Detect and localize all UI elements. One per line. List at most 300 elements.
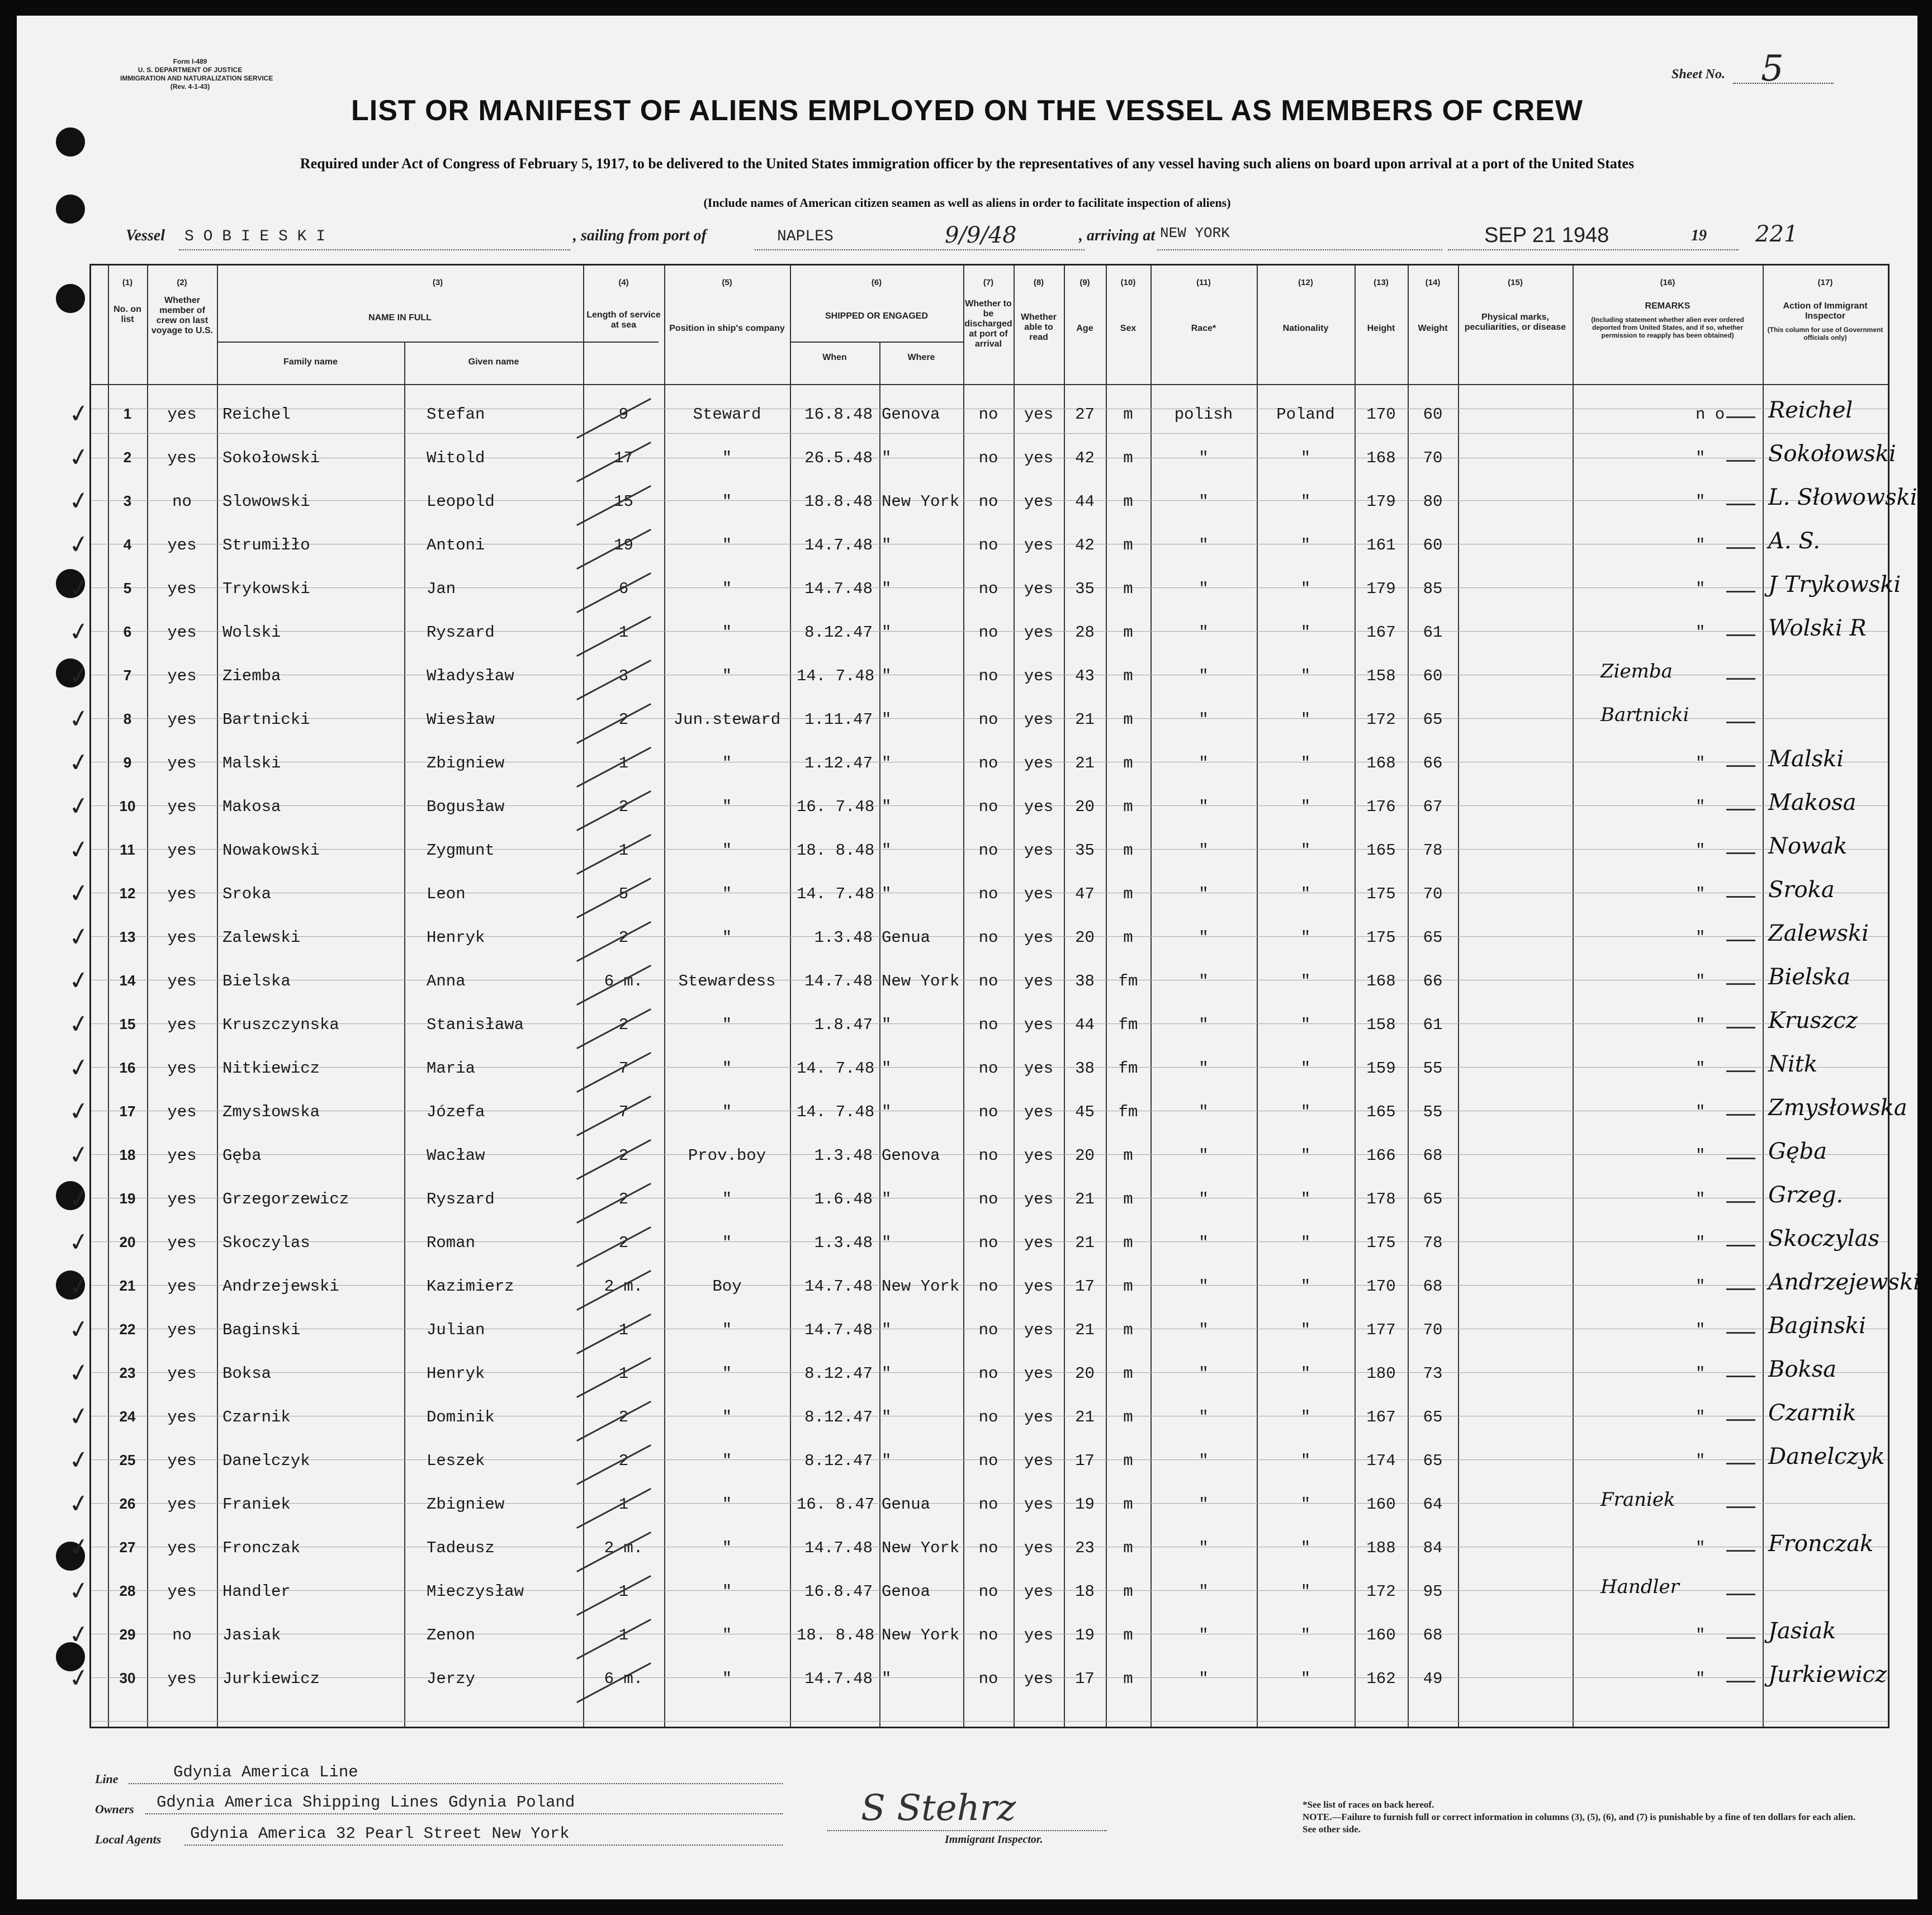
height: 172 bbox=[1366, 1582, 1396, 1601]
given-name: Wiesław bbox=[427, 710, 495, 729]
remarks-dash bbox=[1726, 591, 1755, 592]
height: 177 bbox=[1366, 1321, 1396, 1339]
age: 35 bbox=[1075, 580, 1095, 598]
family-name: Ziemba bbox=[222, 667, 281, 685]
sex: fm bbox=[1118, 1103, 1138, 1121]
owners-label: Owners bbox=[95, 1802, 134, 1816]
able-to-read: yes bbox=[1024, 1408, 1054, 1426]
service-length: 2 bbox=[618, 1408, 629, 1426]
sex: m bbox=[1123, 1146, 1133, 1165]
family-name: Czarnik bbox=[222, 1408, 291, 1426]
weight: 60 bbox=[1423, 536, 1443, 554]
given-name: Władysław bbox=[427, 667, 514, 685]
sex: m bbox=[1123, 1364, 1133, 1383]
race: " bbox=[1199, 1321, 1209, 1339]
position: " bbox=[722, 1539, 732, 1557]
row-number: 29 bbox=[119, 1626, 136, 1643]
engaged-when: 14.7.48 bbox=[804, 1277, 873, 1296]
weight: 80 bbox=[1423, 492, 1443, 511]
service-length: 6 m. bbox=[604, 1670, 643, 1688]
race: " bbox=[1199, 885, 1209, 903]
height: 176 bbox=[1366, 798, 1396, 816]
position: " bbox=[722, 623, 732, 642]
check-mark-icon: ✓ bbox=[66, 1008, 92, 1040]
family-name: Nitkiewicz bbox=[222, 1059, 320, 1078]
sailing-label: , sailing from port of bbox=[573, 227, 707, 244]
inspector-label: Immigrant Inspector. bbox=[945, 1833, 1043, 1846]
engaged-where: " bbox=[882, 1190, 892, 1208]
able-to-read: yes bbox=[1024, 405, 1054, 424]
family-name: Baginski bbox=[222, 1321, 301, 1339]
check-mark-icon: ✓ bbox=[66, 485, 92, 517]
weight: 95 bbox=[1423, 1582, 1443, 1601]
check-mark-icon: ✓ bbox=[66, 660, 92, 691]
discharge-status: no bbox=[978, 1277, 998, 1296]
race: " bbox=[1199, 1277, 1209, 1296]
remarks-dash bbox=[1726, 1114, 1755, 1116]
crew-signature: A. S. bbox=[1768, 528, 1821, 554]
engaged-when: 8.12.47 bbox=[804, 1364, 873, 1383]
remarks-signature: Bartnicki bbox=[1600, 704, 1689, 726]
position: Jun.steward bbox=[673, 710, 781, 729]
engaged-where: " bbox=[882, 1016, 892, 1034]
nationality: " bbox=[1300, 1495, 1311, 1514]
family-name: Gęba bbox=[222, 1146, 262, 1165]
remarks: " bbox=[1696, 1539, 1706, 1557]
engaged-where: New York bbox=[882, 1626, 960, 1644]
given-name: Ryszard bbox=[427, 623, 495, 642]
engaged-where: New York bbox=[882, 492, 960, 511]
age: 21 bbox=[1075, 1321, 1095, 1339]
stamp-number: 221 bbox=[1755, 221, 1798, 247]
position: " bbox=[722, 536, 732, 554]
header-crew-member: Whether member of crew on last voyage to U.S. bbox=[151, 296, 214, 335]
check-mark-icon: ✓ bbox=[66, 1139, 92, 1171]
race: " bbox=[1199, 1234, 1209, 1252]
arrival-port-line bbox=[1157, 249, 1442, 250]
column-number: (13) bbox=[1374, 278, 1389, 287]
sex: m bbox=[1123, 580, 1133, 598]
height: 172 bbox=[1366, 710, 1396, 729]
manifest-page bbox=[17, 16, 1920, 1899]
age: 21 bbox=[1075, 710, 1095, 729]
remarks-dash bbox=[1726, 1637, 1755, 1639]
header-age: Age bbox=[1076, 324, 1093, 333]
position: " bbox=[722, 1364, 732, 1383]
position: " bbox=[722, 1582, 732, 1601]
crew-member-status: yes bbox=[167, 667, 197, 685]
discharge-status: no bbox=[978, 1234, 998, 1252]
column-number: (2) bbox=[177, 278, 187, 287]
sex: m bbox=[1123, 798, 1133, 816]
service-length: 1 bbox=[618, 1364, 629, 1383]
sheet-number: 5 bbox=[1761, 48, 1784, 89]
age: 28 bbox=[1075, 623, 1095, 642]
given-name: Zbigniew bbox=[427, 1495, 505, 1514]
race: polish bbox=[1174, 405, 1233, 424]
family-name: Handler bbox=[222, 1582, 291, 1601]
column-number: (4) bbox=[618, 278, 629, 287]
race: " bbox=[1199, 536, 1209, 554]
crew-signature: Kruszcz bbox=[1768, 1008, 1858, 1034]
engaged-when: 1.3.48 bbox=[814, 1146, 873, 1165]
engaged-when: 16. 8.47 bbox=[797, 1495, 875, 1514]
crew-signature: Nowak bbox=[1768, 833, 1848, 859]
discharge-status: no bbox=[978, 1670, 998, 1688]
crew-member-status: yes bbox=[167, 1016, 197, 1034]
height: 158 bbox=[1366, 667, 1396, 685]
header-no-on-list: No. on list bbox=[113, 305, 141, 324]
check-mark-icon: ✓ bbox=[66, 1488, 92, 1520]
ruled-line bbox=[91, 1721, 1888, 1722]
service-length: 1 bbox=[618, 1626, 629, 1644]
nationality: " bbox=[1300, 841, 1311, 860]
crew-member-status: yes bbox=[167, 928, 197, 947]
engaged-when: 14.7.48 bbox=[804, 1539, 873, 1557]
race: " bbox=[1199, 1146, 1209, 1165]
penalty-note: NOTE.—Failure to furnish full or correct information in columns (3), (5), (6), and (7) is punishable by a fine of ten dollars for each alien. See other side. bbox=[1303, 1812, 1855, 1835]
column-number: (11) bbox=[1196, 278, 1211, 287]
able-to-read: yes bbox=[1024, 1277, 1054, 1296]
service-length: 2 m. bbox=[604, 1539, 643, 1557]
height: 160 bbox=[1366, 1626, 1396, 1644]
race: " bbox=[1199, 623, 1209, 642]
punch-hole bbox=[56, 127, 85, 157]
engaged-when: 14.7.48 bbox=[804, 580, 873, 598]
race: " bbox=[1199, 1364, 1209, 1383]
service-length: 1 bbox=[618, 754, 629, 772]
service-length: 15 bbox=[614, 492, 633, 511]
nationality: " bbox=[1300, 928, 1311, 947]
crew-member-status: yes bbox=[167, 1059, 197, 1078]
height: 167 bbox=[1366, 623, 1396, 642]
engaged-when: 1.6.48 bbox=[814, 1190, 873, 1208]
service-length: 2 bbox=[618, 1016, 629, 1034]
crew-signature: Reichel bbox=[1768, 397, 1853, 423]
row-number: 17 bbox=[119, 1103, 136, 1120]
family-name: Reichel bbox=[222, 405, 291, 424]
weight: 66 bbox=[1423, 754, 1443, 772]
age: 21 bbox=[1075, 1234, 1095, 1252]
position: " bbox=[722, 1626, 732, 1644]
position: " bbox=[722, 1103, 732, 1121]
remarks-dash bbox=[1726, 416, 1755, 418]
remarks: " bbox=[1696, 1103, 1706, 1121]
row-number: 11 bbox=[120, 841, 135, 858]
header-position: Position in ship's company bbox=[669, 324, 785, 333]
sex: fm bbox=[1118, 1016, 1138, 1034]
nationality: " bbox=[1300, 754, 1311, 772]
age: 17 bbox=[1075, 1670, 1095, 1688]
engaged-where: " bbox=[882, 1408, 892, 1426]
nationality: " bbox=[1300, 667, 1311, 685]
service-length: 2 bbox=[618, 1234, 629, 1252]
column-number: (14) bbox=[1425, 278, 1441, 287]
row-number: 12 bbox=[119, 885, 136, 902]
race: " bbox=[1199, 1408, 1209, 1426]
engaged-where: Genua bbox=[882, 1495, 931, 1514]
crew-signature: L. Słowowski bbox=[1768, 485, 1917, 510]
weight: 68 bbox=[1423, 1626, 1443, 1644]
discharge-status: no bbox=[978, 972, 998, 990]
position: " bbox=[722, 754, 732, 772]
header-given-name: Given name bbox=[468, 357, 519, 367]
discharge-status: no bbox=[978, 405, 998, 424]
row-number: 1 bbox=[123, 405, 132, 422]
age: 20 bbox=[1075, 1146, 1095, 1165]
engaged-when: 14.7.48 bbox=[804, 1321, 873, 1339]
remarks: " bbox=[1696, 798, 1706, 816]
engaged-where: " bbox=[882, 1103, 892, 1121]
age: 27 bbox=[1075, 405, 1095, 424]
position: " bbox=[722, 798, 732, 816]
weight: 60 bbox=[1423, 667, 1443, 685]
height: 179 bbox=[1366, 492, 1396, 511]
height: 168 bbox=[1366, 754, 1396, 772]
crew-member-status: yes bbox=[167, 623, 197, 642]
age: 17 bbox=[1075, 1277, 1095, 1296]
discharge-status: no bbox=[978, 1321, 998, 1339]
age: 19 bbox=[1075, 1626, 1095, 1644]
service-length: 1 bbox=[618, 1582, 629, 1601]
race: " bbox=[1199, 1059, 1209, 1078]
row-number: 30 bbox=[119, 1670, 136, 1686]
family-name: Boksa bbox=[222, 1364, 272, 1383]
page-subnote: (Include names of American citizen seamen as well as aliens in order to facilitate inspection of aliens) bbox=[703, 196, 1231, 210]
check-mark-icon: ✓ bbox=[66, 1314, 92, 1345]
service-length: 9 bbox=[618, 405, 629, 424]
engaged-where: " bbox=[882, 1321, 892, 1339]
row-number: 2 bbox=[123, 449, 132, 466]
able-to-read: yes bbox=[1024, 710, 1054, 729]
nationality: " bbox=[1300, 1103, 1311, 1121]
given-name: Bogusław bbox=[427, 798, 505, 816]
given-name: Henryk bbox=[427, 928, 485, 947]
form-number: Form I-489 bbox=[173, 58, 207, 65]
engaged-where: " bbox=[882, 710, 892, 729]
crew-signature: Fronczak bbox=[1768, 1531, 1874, 1557]
sex: m bbox=[1123, 1582, 1133, 1601]
weight: 61 bbox=[1423, 1016, 1443, 1034]
weight: 66 bbox=[1423, 972, 1443, 990]
row-number: 13 bbox=[119, 928, 136, 945]
header-when: When bbox=[822, 353, 847, 362]
service-length: 2 m. bbox=[604, 1277, 643, 1296]
nationality: " bbox=[1300, 449, 1311, 467]
given-name: Zbigniew bbox=[427, 754, 505, 772]
position: " bbox=[722, 1321, 732, 1339]
weight: 64 bbox=[1423, 1495, 1443, 1514]
able-to-read: yes bbox=[1024, 1059, 1054, 1078]
given-name: Roman bbox=[427, 1234, 476, 1252]
remarks: " bbox=[1696, 972, 1706, 990]
sex: fm bbox=[1118, 1059, 1138, 1078]
race: " bbox=[1199, 667, 1209, 685]
able-to-read: yes bbox=[1024, 1016, 1054, 1034]
local-agents: Gdynia America 32 Pearl Street New York bbox=[190, 1824, 570, 1843]
remarks-dash bbox=[1726, 460, 1755, 462]
crew-signature: Nitk bbox=[1768, 1051, 1818, 1077]
remarks: " bbox=[1696, 449, 1706, 467]
row-number: 19 bbox=[119, 1190, 136, 1207]
nationality: Poland bbox=[1276, 405, 1335, 424]
check-mark-icon: ✓ bbox=[66, 1532, 92, 1563]
nationality: " bbox=[1300, 710, 1311, 729]
height: 168 bbox=[1366, 449, 1396, 467]
sex: m bbox=[1123, 1190, 1133, 1208]
check-mark-icon: ✓ bbox=[66, 834, 92, 866]
remarks-signature: Franiek bbox=[1600, 1489, 1675, 1511]
engaged-where: Genova bbox=[882, 1146, 940, 1165]
weight: 73 bbox=[1423, 1364, 1443, 1383]
remarks-dash bbox=[1726, 678, 1755, 680]
weight: 60 bbox=[1423, 405, 1443, 424]
age: 47 bbox=[1075, 885, 1095, 903]
check-mark-icon: ✓ bbox=[66, 1052, 92, 1084]
position: " bbox=[722, 1670, 732, 1688]
vessel-line bbox=[17, 221, 1917, 255]
service-length: 1 bbox=[618, 841, 629, 860]
position: " bbox=[722, 667, 732, 685]
given-name: Tadeusz bbox=[427, 1539, 495, 1557]
remarks-dash bbox=[1726, 1681, 1755, 1682]
weight: 65 bbox=[1423, 1452, 1443, 1470]
discharge-status: no bbox=[978, 1190, 998, 1208]
header-height: Height bbox=[1367, 324, 1395, 333]
column-divider bbox=[879, 343, 880, 1727]
weight: 65 bbox=[1423, 928, 1443, 947]
discharge-status: no bbox=[978, 798, 998, 816]
able-to-read: yes bbox=[1024, 1539, 1054, 1557]
able-to-read: yes bbox=[1024, 1452, 1054, 1470]
crew-member-status: yes bbox=[167, 1582, 197, 1601]
family-name: Jasiak bbox=[222, 1626, 281, 1644]
sex: m bbox=[1123, 1452, 1133, 1470]
remarks-dash bbox=[1726, 983, 1755, 985]
remarks-dash bbox=[1726, 896, 1755, 898]
weight: 55 bbox=[1423, 1059, 1443, 1078]
crew-member-status: yes bbox=[167, 972, 197, 990]
header-nationality: Nationality bbox=[1282, 324, 1329, 333]
sex: fm bbox=[1118, 972, 1138, 990]
race: " bbox=[1199, 754, 1209, 772]
age: 21 bbox=[1075, 1408, 1095, 1426]
owners-rule bbox=[145, 1813, 783, 1814]
arriving-label: , arriving at bbox=[1079, 227, 1156, 244]
crew-signature: Andrzejewski bbox=[1768, 1269, 1920, 1295]
crew-signature: Baginski bbox=[1768, 1313, 1866, 1339]
family-name: Strumiłło bbox=[222, 536, 310, 554]
crew-signature: Zmysłowska bbox=[1768, 1095, 1907, 1121]
column-number: (15) bbox=[1508, 278, 1523, 287]
punch-hole bbox=[56, 284, 85, 313]
race: " bbox=[1199, 1539, 1209, 1557]
position: " bbox=[722, 885, 732, 903]
nationality: " bbox=[1300, 1670, 1311, 1688]
check-mark-icon: ✓ bbox=[66, 1270, 92, 1302]
nationality: " bbox=[1300, 1234, 1311, 1252]
engaged-when: 16.8.47 bbox=[804, 1582, 873, 1601]
discharge-status: no bbox=[978, 1016, 998, 1034]
age: 23 bbox=[1075, 1539, 1095, 1557]
nationality: " bbox=[1300, 1190, 1311, 1208]
departure-date: 9/9/48 bbox=[945, 222, 1017, 248]
agents-label: Local Agents bbox=[95, 1832, 162, 1846]
header-family-name: Family name bbox=[283, 357, 338, 367]
position: " bbox=[722, 928, 732, 947]
service-length: 2 bbox=[618, 798, 629, 816]
nationality: " bbox=[1300, 492, 1311, 511]
given-name: Leopold bbox=[427, 492, 495, 511]
race: " bbox=[1199, 449, 1209, 467]
sex: m bbox=[1123, 841, 1133, 860]
remarks: " bbox=[1696, 1452, 1706, 1470]
check-mark-icon: ✓ bbox=[66, 572, 92, 604]
engaged-where: " bbox=[882, 536, 892, 554]
name-subheader-rule bbox=[217, 342, 659, 343]
able-to-read: yes bbox=[1024, 1582, 1054, 1601]
row-number: 24 bbox=[119, 1408, 136, 1425]
height: 158 bbox=[1366, 1016, 1396, 1034]
height: 180 bbox=[1366, 1364, 1396, 1383]
position: " bbox=[722, 1059, 732, 1078]
row-number: 26 bbox=[119, 1495, 136, 1512]
able-to-read: yes bbox=[1024, 1234, 1054, 1252]
page-subtitle: Required under Act of Congress of February 5, 1917, to be delivered to the United States immigration officer by the representatives of any vessel having such aliens on board upon arrival at a port of the United States bbox=[300, 155, 1635, 172]
remarks: " bbox=[1696, 536, 1706, 554]
page-title: LIST OR MANIFEST OF ALIENS EMPLOYED ON THE VESSEL AS MEMBERS OF CREW bbox=[351, 94, 1583, 127]
check-mark-icon: ✓ bbox=[66, 529, 92, 561]
engaged-where: Genova bbox=[882, 405, 940, 424]
weight: 84 bbox=[1423, 1539, 1443, 1557]
race: " bbox=[1199, 1582, 1209, 1601]
check-mark-icon: ✓ bbox=[66, 1619, 92, 1651]
weight: 61 bbox=[1423, 623, 1443, 642]
height: 170 bbox=[1366, 405, 1396, 424]
age: 42 bbox=[1075, 536, 1095, 554]
service-length: 3 bbox=[618, 667, 629, 685]
crew-member-status: yes bbox=[167, 1670, 197, 1688]
discharge-status: no bbox=[978, 492, 998, 511]
header-remarks: REMARKS bbox=[1645, 301, 1690, 311]
weight: 68 bbox=[1423, 1146, 1443, 1165]
age: 44 bbox=[1075, 1016, 1095, 1034]
discharge-status: no bbox=[978, 1452, 998, 1470]
nationality: " bbox=[1300, 972, 1311, 990]
engaged-when: 14. 7.48 bbox=[797, 667, 875, 685]
discharge-status: no bbox=[978, 1408, 998, 1426]
line-label: Line bbox=[95, 1772, 119, 1786]
discharge-status: no bbox=[978, 928, 998, 947]
engaged-where: " bbox=[882, 1364, 892, 1383]
engaged-when: 18.8.48 bbox=[804, 492, 873, 511]
departure-port: NAPLES bbox=[777, 228, 834, 245]
service-length: 19 bbox=[614, 536, 633, 554]
column-divider bbox=[1573, 266, 1574, 1727]
weight: 70 bbox=[1423, 449, 1443, 467]
remarks-dash bbox=[1726, 1463, 1755, 1464]
row-number: 18 bbox=[119, 1146, 136, 1163]
discharge-status: no bbox=[978, 1146, 998, 1165]
weight: 85 bbox=[1423, 580, 1443, 598]
races-note: *See list of races on back hereof. bbox=[1303, 1799, 1434, 1810]
check-mark-icon: ✓ bbox=[66, 1444, 92, 1476]
check-mark-icon: ✓ bbox=[66, 703, 92, 735]
crew-member-status: yes bbox=[167, 536, 197, 554]
owners: Gdynia America Shipping Lines Gdynia Poland bbox=[157, 1793, 575, 1812]
check-mark-icon: ✓ bbox=[66, 790, 92, 822]
remarks: " bbox=[1696, 1059, 1706, 1078]
